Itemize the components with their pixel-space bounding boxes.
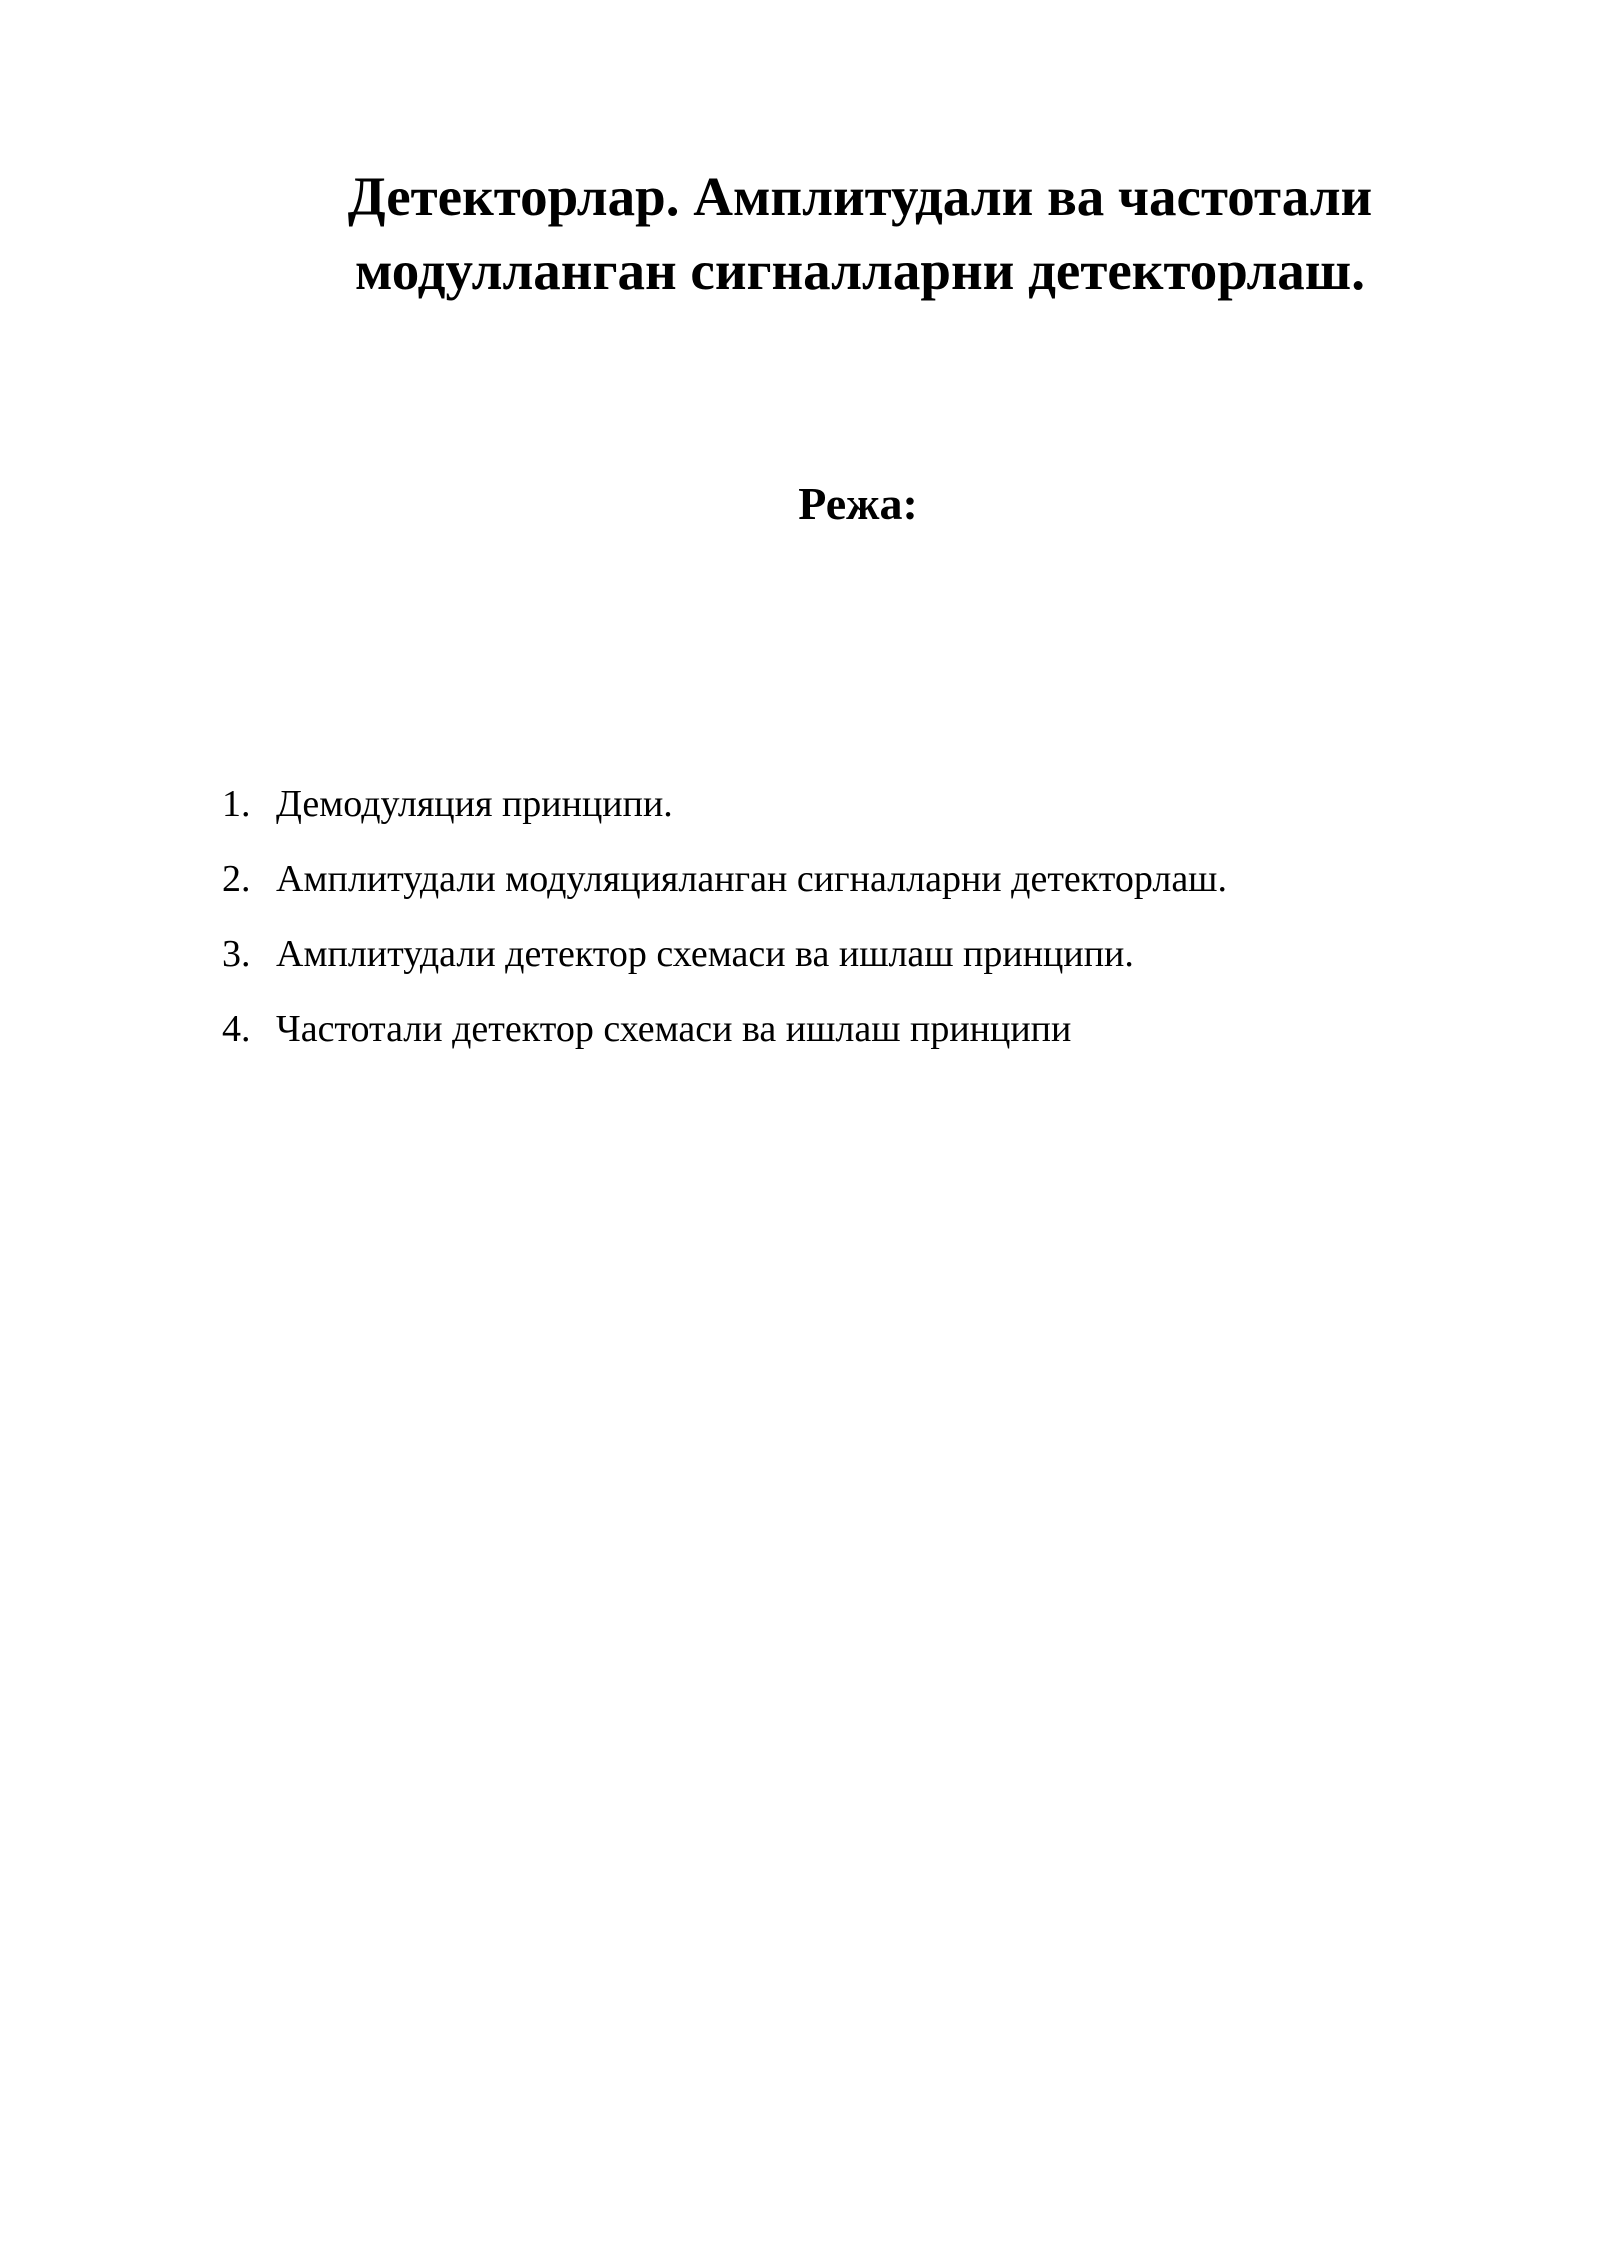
plan-list-item xyxy=(222,855,1482,903)
plan-list-item xyxy=(222,1005,1482,1053)
plan-heading: Режа: xyxy=(798,478,918,529)
plan-list xyxy=(222,780,1482,1080)
plan-item-text: Амплитудали детектор схемаси ва ишлаш принципи. xyxy=(276,933,1134,975)
plan-item-text: Амплитудали модуляцияланган сигналларни детекторлаш. xyxy=(276,858,1227,900)
document-title-line: Детекторлар. Амплитудали ва частотали xyxy=(347,166,1373,227)
plan-item-number: 4. xyxy=(222,1008,251,1050)
document-title xyxy=(290,160,1430,308)
plan-list-item xyxy=(222,930,1482,978)
plan-item-number: 3. xyxy=(222,933,251,975)
document-title-line: модулланган сигналларни детекторлаш. xyxy=(354,240,1365,301)
plan-item-number: 2. xyxy=(222,858,251,900)
plan-item-text: Демодуляция принципи. xyxy=(276,783,673,825)
plan-item-text: Частотали детектор схемаси ва ишлаш принципи xyxy=(276,1008,1072,1050)
plan-list-item xyxy=(222,780,1482,828)
plan-item-number: 1. xyxy=(222,783,251,825)
